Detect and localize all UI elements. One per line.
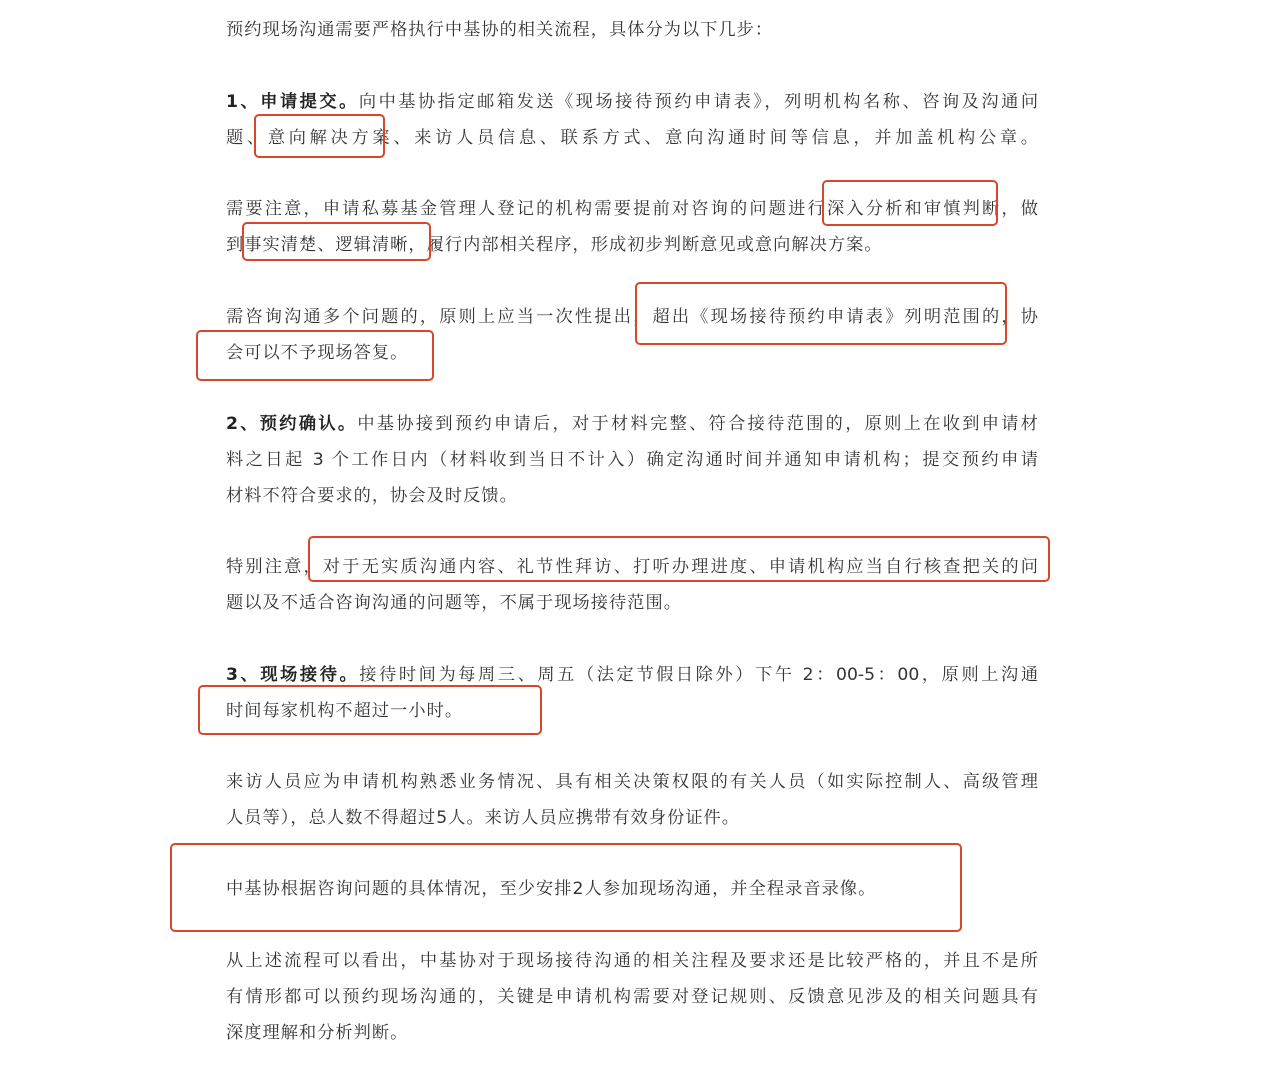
- conclusion-line2: 有情形都可以预约现场沟通的，关键是申请机构需要对登记规则、反馈意见涉及的相关问题具有: [226, 987, 1038, 1007]
- conclusion-line3: 深度理解和分析判断。: [226, 1023, 409, 1043]
- step2-text: 中基协接到预约申请后，对于材料完整、符合接待范围的，原则上在收到申请材: [357, 414, 1038, 434]
- step3-text: 接待时间为每周三、周五（法定节假日除外）下午 2：00-5：00，原则上沟通: [359, 665, 1039, 685]
- note2-line2: 会可以不予现场答复。: [226, 343, 409, 363]
- note3-line1: 特别注意，对于无实质沟通内容、礼节性拜访、打听办理进度、申请机构应当自行核查把关的问: [226, 557, 1038, 577]
- step2-line3: 材料不符合要求的，协会及时反馈。: [226, 486, 518, 506]
- step3-line1: [226, 657, 1038, 693]
- step1-line1: [226, 84, 1038, 120]
- note4-line1: 来访人员应为申请机构熟悉业务情况、具有相关决策权限的有关人员（如实际控制人、高级管理: [226, 772, 1038, 792]
- intro-paragraph: 预约现场沟通需要严格执行中基协的相关流程，具体分为以下几步：: [226, 20, 774, 40]
- step1-heading: 1、申请提交。: [226, 92, 359, 112]
- note2-line1: 需咨询沟通多个问题的，原则上应当一次性提出，超出《现场接待预约申请表》列明范围的，协: [226, 307, 1038, 327]
- step2-line1: [226, 406, 1038, 442]
- step2-line2: 料之日起 3 个工作日内（材料收到当日不计入）确定沟通时间并通知申请机构；提交预约申请: [226, 450, 1038, 470]
- note4-line2: 人员等），总人数不得超过5人。来访人员应携带有效身份证件。: [226, 808, 741, 828]
- step1-line2: 题、意向解决方案、来访人员信息、联系方式、意向沟通时间等信息，并加盖机构公章。: [226, 128, 1038, 148]
- step2-heading: 2、预约确认。: [226, 414, 358, 434]
- note5-line1: 中基协根据咨询问题的具体情况，至少安排2人参加现场沟通，并全程录音录像。: [226, 879, 877, 899]
- conclusion-line1: 从上述流程可以看出，中基协对于现场接待沟通的相关注程及要求还是比较严格的，并且不是所: [226, 951, 1038, 971]
- step3-heading: 3、现场接待。: [226, 665, 360, 685]
- note1-line2: 到事实清楚、逻辑清晰，履行内部相关程序，形成初步判断意见或意向解决方案。: [226, 235, 883, 255]
- note3-line2: 题以及不适合咨询沟通的问题等，不属于现场接待范围。: [226, 593, 682, 613]
- note1-line1: 需要注意，申请私募基金管理人登记的机构需要提前对咨询的问题进行深入分析和审慎判断，做: [226, 199, 1038, 219]
- step1-text: 向中基协指定邮箱发送《现场接待预约申请表》，列明机构名称、咨询及沟通问: [358, 92, 1039, 112]
- step3-line2: 时间每家机构不超过一小时。: [226, 701, 464, 721]
